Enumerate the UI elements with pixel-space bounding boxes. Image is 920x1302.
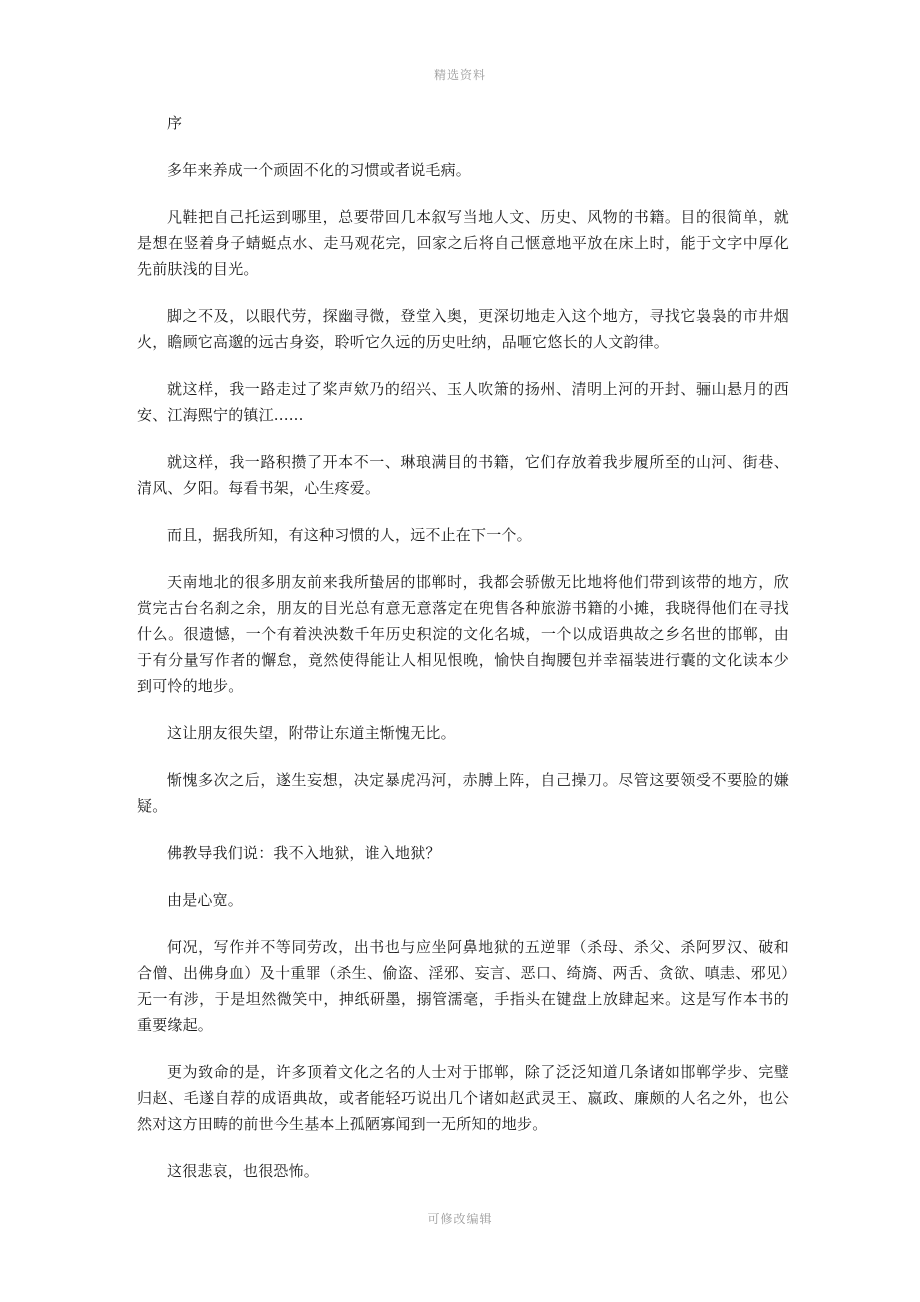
paragraph: 由是心宽。 — [167, 891, 244, 909]
paragraph: 这很悲哀，也很恐怖。 — [167, 1162, 320, 1180]
paragraph: 这让朋友很失望，附带让东道主惭愧无比。 — [167, 724, 456, 742]
paragraph: 就这样，我一路积攒了开本不一、琳琅满目的书籍，它们存放着我步履所至的山河、街巷、清风、夕阳。每看书架，心生疼爱。 — [137, 453, 789, 497]
page-footer: 可修改编辑 — [427, 1212, 493, 1226]
paragraph: 惭愧多次之后，遂生妄想，决定暴虎冯河，赤膊上阵，自己操刀。尽管这要领受不要脸的嫌疑。 — [137, 771, 789, 815]
paragraph: 天南地北的很多朋友前来我所蛰居的邯郸时，我都会骄傲无比地将他们带到该带的地方，欣赏完古台名刹之余，朋友的目光总有意无意落定在兜售各种旅游书籍的小摊，我晓得他们在寻找什么。很遗憾，一个有着泱泱数千年历史积淀的文化名城，一个以成语典故之乡名世的邯郸，由于有分量写作者的懈怠，竟然使得能让人相见恨晚，愉快自掏腰包并幸福装进行囊的文化读本少到可怜的地步。 — [137, 573, 789, 695]
paragraph: 脚之不及，以眼代劳，探幽寻微，登堂入奥，更深切地走入这个地方，寻找它袅袅的市井烟火，瞻顾它高邈的远古身姿，聆听它久远的历史吐纳，品咂它悠长的人文韵律。 — [137, 307, 789, 351]
paragraph: 就这样，我一路走过了桨声欸乃的绍兴、玉人吹箫的扬州、清明上河的开封、骊山悬月的西安、江海熙宁的镇江...... — [137, 380, 789, 424]
paragraph: 而且，据我所知，有这种习惯的人，远不止在下一个。 — [167, 526, 532, 544]
section-title: 序 — [167, 114, 183, 132]
paragraph: 佛教导我们说：我不入地狱，谁入地狱？ — [167, 844, 441, 862]
paragraph: 凡鞋把自己托运到哪里，总要带回几本叙写当地人文、历史、风物的书籍。目的很简单，就是想在竖着身子蜻蜓点水、走马观花完，回家之后将自己惬意地平放在床上时，能于文字中厚化先前肤浅的目光。 — [137, 208, 789, 278]
page-header: 精选资料 — [433, 68, 486, 82]
paragraph: 多年来养成一个顽固不化的习惯或者说毛病。 — [167, 161, 472, 179]
paragraph: 更为致命的是，许多顶着文化之名的人士对于邯郸，除了泛泛知道几条诸如邯郸学步、完璧归赵、毛遂自荐的成语典故，或者能轻巧说出几个诸如赵武灵王、嬴政、廉颇的人名之外，也公然对这方田畴的前世今生基本上孤陋寡闻到一无所知的地步。 — [137, 1063, 789, 1133]
document-body — [137, 110, 789, 1205]
paragraph: 何况，写作并不等同劳改，出书也与应坐阿鼻地狱的五逆罪（杀母、杀父、杀阿罗汉、破和合僧、出佛身血）及十重罪（杀生、偷盗、淫邪、妄言、恶口、绮旖、两舌、贪欲、嗔恚、邪见）无一有涉，于是坦然微笑中，抻纸研墨，搦管濡毫，手指头在键盘上放肆起来。这是写作本书的重要缘起。 — [137, 938, 789, 1034]
